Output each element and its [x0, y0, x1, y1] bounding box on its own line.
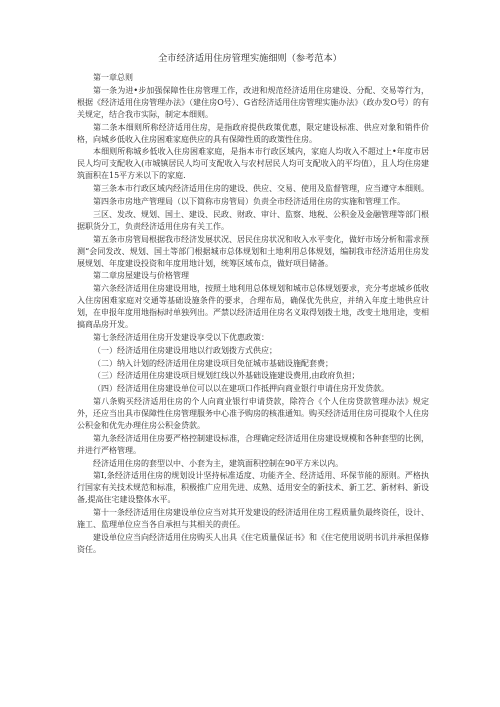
document-title: 全市经济适用住房管理实施细则（参考范本） — [158, 53, 342, 64]
document-body — [77, 72, 429, 557]
paragraph: 第十一条经济适用住房建设单位应当对其开发建设的经济适用住房工程质量负最终资任，设计、施工、监理单位应当各自承担与其相关的责任。 — [77, 508, 429, 530]
chapter-heading: 第二章房屋建设与价格管理 — [93, 271, 189, 281]
paragraph: 经济适用住房的套型以中、小套为主，建筑面积控制在90平方米以内。 — [93, 458, 344, 468]
chapter-heading: 第一章总则 — [93, 73, 133, 82]
paragraph: 建设单位应当向经济适用住房购买人出具《住宅质量保证书》和《住宅使用说明书讥并承担保修资任。 — [77, 532, 429, 554]
list-item: （三）经济适用住房建设项目规划红线以外基础设施建设费用,由政府负担； — [93, 371, 360, 381]
paragraph: 第一条为进•步加强保障性住房管理工作，改进和规范经济适用住房建设、分配、交易等行为，根据《经济适用住房管理办法》（建住房O号）、G省经济适用住房管理实施办法》（政办发O号）的有关规定，结合我市实际，制定本细则。 — [77, 85, 429, 119]
paragraph: 第七条经济适用住房开发建设享受以下优惠政策： — [93, 332, 269, 342]
paragraph: 第四条市房地产管理局（以下简称市房管局）负责全市经济适用住房的实施和管理工作。 — [93, 196, 405, 206]
paragraph: 第九条经济适用住房要严格控制建设标准，合理确定经济适用住房建设规模和各种套型的比例，并进行严格管理。 — [77, 433, 429, 455]
paragraph: 第二条本细则所称经济适用住房，是指政府提供政策优惠，限定建设标准、供应对象和销件价格，向城乡低收入住房困难家庭供应的具有保障性质的政策性住房。 — [77, 122, 429, 144]
paragraph: 第八条购买经济适用住房的个人向商业银行申请贷款，除符合《个人住房贷款管理办法》规定外，还应当出具市保障性住房管理服务中心准予购房的核准通知。购买经济适用住房可提取个人住房公积金和优先办理住房公积金贷款。 — [77, 396, 429, 430]
paragraph: 第I,条经济适用住房的规划设计坚持标准适度、功能齐全、经济适用、环保节能的原则。严格执行国家有关技术规范和标准，积极推广应用先进、成熟、适用安全的新技术、新工艺、新材料、新设备,提高住宅建设整体水平。 — [77, 471, 429, 505]
paragraph: 第三条本市行政区域内经济适用住房的建设、供应、交易、使用及监督管理，应当遵守本细则。 — [93, 184, 429, 194]
list-item: （一）经济适用住房建设用地以行政划拨方式供应； — [93, 345, 277, 355]
paragraph: 三区、发改、规划、国土、建设、民政、财政、审计、监察、地税、公积金及金融管理等部门根据职货分工，负责经济适用住房有关工作。 — [77, 209, 429, 231]
list-item: （四）经济适用住房建设单位可以以在建项口作抵押向商业银行申请住房开发贷款。 — [93, 384, 389, 394]
list-item: （二）纳入计划的经济适用住房建设项目免征城市基础设施配套费； — [93, 358, 333, 368]
paragraph: 第六条经济适用住房建设用地，按照土地利用总体规划和城市总体规划要求，充分考虑城乡低收入住房困难家庭对交通等基础设施条件的要求，合理布局，确保优先供应，并纳入年度土地供应计划，在申报年度用地指标时单独列出。严禁以经济适用住房名义取得划拨土地，改变土地用途，变相搞商品房开发。 — [77, 284, 429, 330]
paragraph: 本细则所称城乡低收入住房困难家庭，是指本市行政区域内，家庭人均收入不超过上•年度市居民人均可支配收入(市城镇居民人均可支配收入与农村居民人均可支配收入的平均值），且人均住房建筑面积在15平方米以下的家庭. — [77, 147, 429, 181]
paragraph: 第五条市房管局根据我市经济发展状况、居民住房状况和收入水平变化，做好市场分析和需求预测“会同发改、规划、国土等部门根据城市总体规划和土地利用总体规划，编制我市经济适用住房发展规划、年度建设投资和年度用地计划，统筹区域布点，做好项目储备。 — [77, 234, 429, 268]
